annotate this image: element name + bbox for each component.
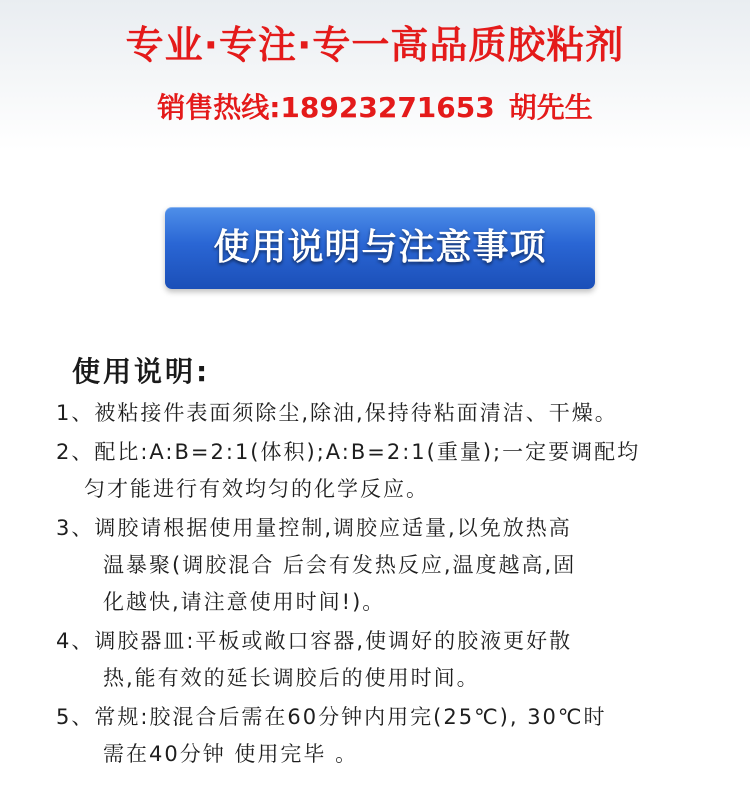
section-banner-title: 使用说明与注意事项 xyxy=(213,227,547,268)
instruction-line: 4、调胶器皿:平板或敞口容器,使调好的胶液更好散 xyxy=(56,629,573,653)
instruction-line: 3、调胶请根据使用量控制,调胶应适量,以免放热高 xyxy=(56,516,572,540)
instruction-line: 2、配比:A:B=2:1(体积);A:B=2:1(重量);一定要调配均 xyxy=(56,440,641,464)
instruction-line: 热,能有效的延长调胶后的使用时间。 xyxy=(103,666,480,690)
brand-tagline: 专业·专注·专一高品质胶粘剂 xyxy=(125,23,625,67)
instruction-line: 温暴聚(调胶混合 后会有发热反应,温度越高,固 xyxy=(103,553,577,577)
section-banner xyxy=(165,207,595,289)
hotline-number: 销售热线:18923271653 xyxy=(157,91,495,124)
instruction-line: 匀才能进行有效均匀的化学反应。 xyxy=(84,477,429,501)
instruction-item-4 xyxy=(56,623,716,697)
instruction-line: 需在40分钟 使用完毕 。 xyxy=(103,742,359,766)
usage-instructions-list xyxy=(56,395,716,775)
usage-heading: 使用说明: xyxy=(72,355,211,388)
instruction-item-5 xyxy=(56,699,716,773)
instruction-item-2 xyxy=(56,434,716,508)
instruction-line: 1、被粘接件表面须除尘,除油,保持待粘面清洁、干燥。 xyxy=(56,401,618,425)
instruction-item-1 xyxy=(56,395,716,432)
hotline-contact: 胡先生 xyxy=(508,91,593,124)
instruction-item-3 xyxy=(56,510,716,621)
instruction-line: 化越快,请注意使用时间!)。 xyxy=(103,590,386,614)
instruction-line: 5、常规:胶混合后需在60分钟内用完(25℃), 30℃时 xyxy=(56,705,607,729)
sales-hotline xyxy=(0,88,750,128)
